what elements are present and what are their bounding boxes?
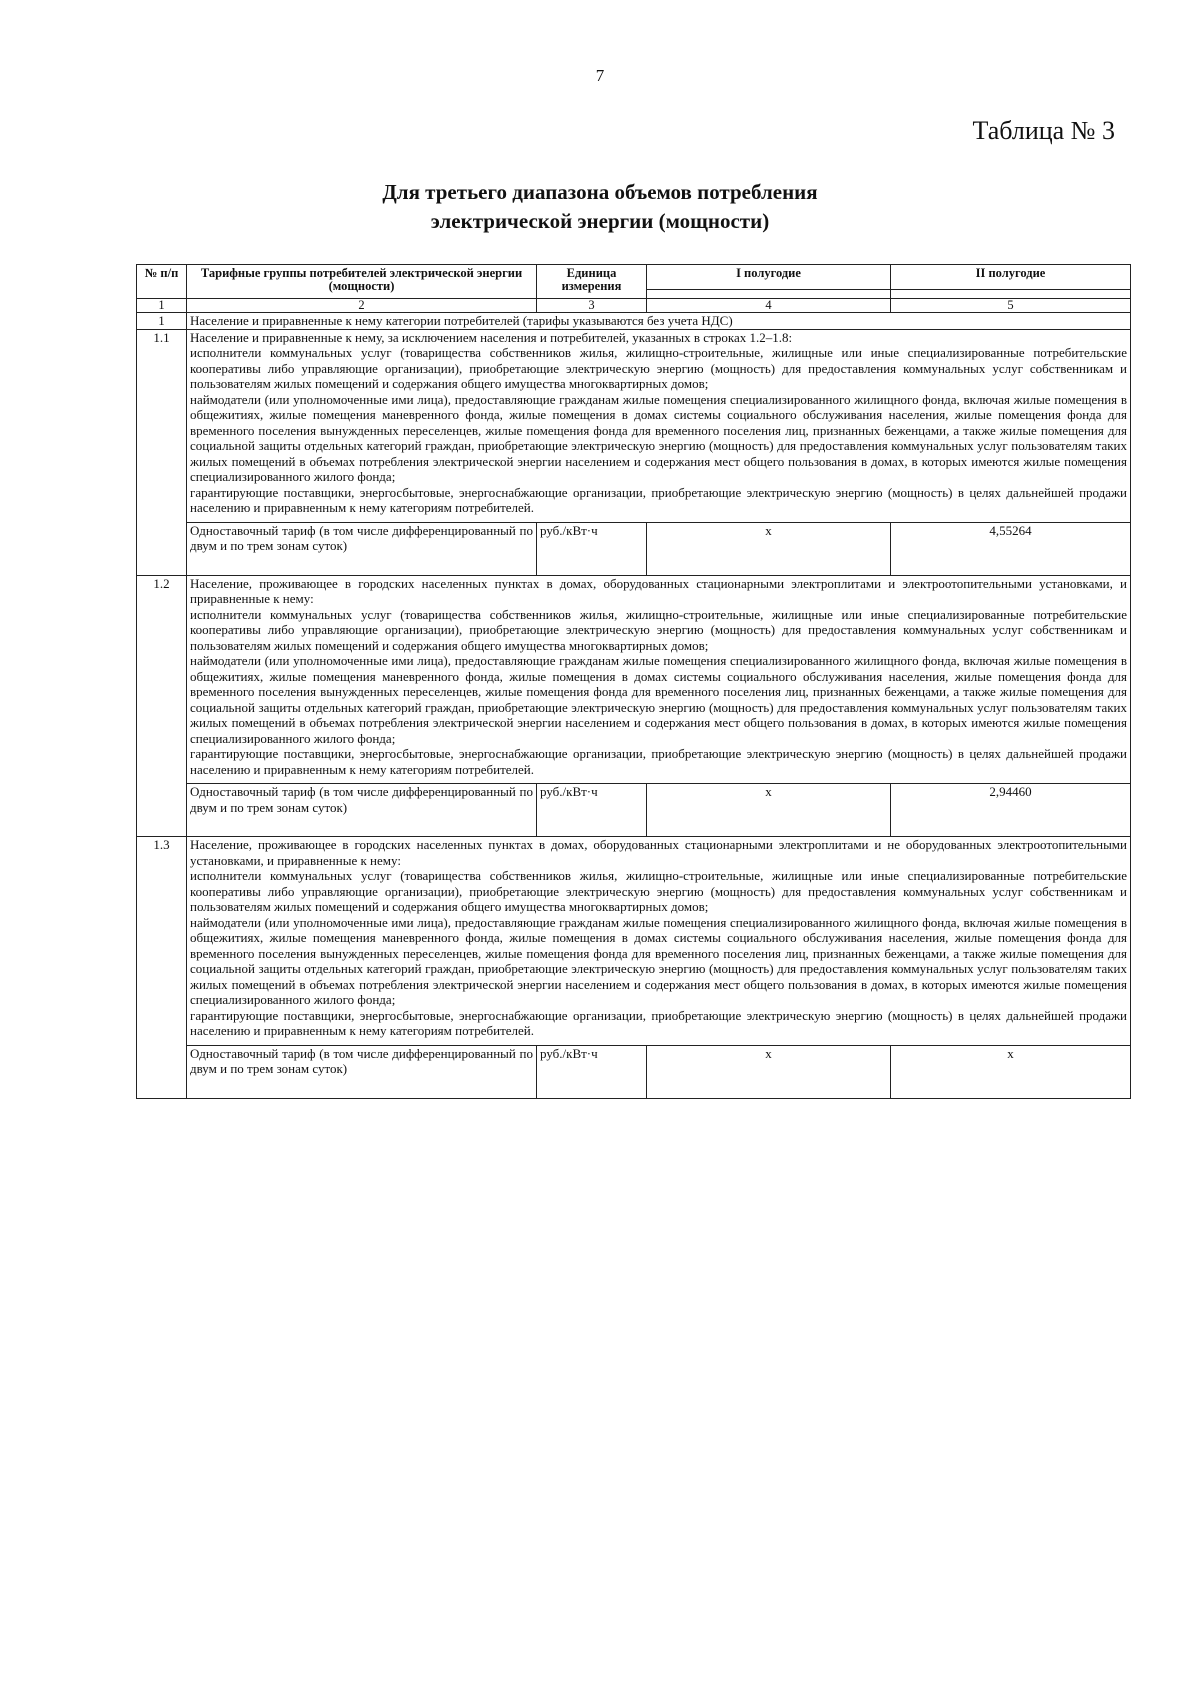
header-half-2: II полугодие (891, 265, 1131, 290)
row-description (187, 575, 1131, 784)
col-index-2: 2 (187, 299, 537, 313)
tariff-half-2-value: x (891, 1045, 1131, 1098)
table-label: Таблица № 3 (972, 116, 1115, 145)
row-paragraph: Население, проживающее в городских населенных пунктах в домах, оборудованных стационарными электроплитами и не оборудованных электроотопительными установками, и приравненные к нему: (190, 837, 1127, 868)
row-paragraph: исполнители коммунальных услуг (товарищества собственников жилья, жилищно-строительные, жилищные или иные специализированные потребительские кооперативы либо управляющие организации), приобретающие электрическую энергию (мощность) для предоставления коммунальных услуг собственникам и пользователям жилых помещений и содержания общего имущества многоквартирных домов; (190, 606, 1127, 653)
tariff-unit: руб./кВт·ч (537, 784, 647, 837)
title-line-1: Для третьего диапазона объемов потребления (382, 180, 818, 204)
tariff-table (136, 264, 1131, 1099)
row-paragraph: гарантирующие поставщики, энергосбытовые, энергоснабжающие организации, приобретающие электрическую энергию (мощность) в целях дальнейшей продажи населению и приравненным к нему категориям потребителей. (190, 1007, 1127, 1038)
tariff-name: Одноставочный тариф (в том числе дифференцированный по двум и по трем зонам суток) (187, 1045, 537, 1098)
header-num: № п/п (137, 265, 187, 299)
column-index-row (137, 299, 1131, 313)
tariff-half-1-value: x (647, 522, 891, 575)
section-num: 1 (137, 313, 187, 330)
header-row (137, 265, 1131, 290)
tariff-half-2-value: 4,55264 (891, 522, 1131, 575)
tariff-half-1-value: x (647, 784, 891, 837)
tariff-row (137, 522, 1131, 575)
row-paragraph: гарантирующие поставщики, энергосбытовые, энергоснабжающие организации, приобретающие электрическую энергию (мощность) в целях дальнейшей продажи населению и приравненным к нему категориям потребителей. (190, 484, 1127, 515)
tariff-unit: руб./кВт·ч (537, 522, 647, 575)
row-description (187, 837, 1131, 1046)
row-paragraph: исполнители коммунальных услуг (товарищества собственников жилья, жилищно-строительные, жилищные или иные специализированные потребительские кооперативы либо управляющие организации), приобретающие электрическую энергию (мощность) для предоставления коммунальных услуг собственникам и пользователям жилых помещений и содержания общего имущества многоквартирных домов; (190, 345, 1127, 391)
tariff-row (137, 784, 1131, 837)
row-description (187, 329, 1131, 522)
col-index-5: 5 (891, 299, 1131, 313)
section-row (137, 313, 1131, 330)
tariff-row (137, 1045, 1131, 1098)
table-row (137, 329, 1131, 522)
row-num: 1.3 (137, 837, 187, 1099)
row-paragraph: наймодатели (или уполномоченные ими лица), предоставляющие гражданам жилые помещения специализированного жилищного фонда, включая жилые помещения в общежитиях, жилые помещения маневренного фонда, жилые помещения в домах системы социального обслуживания населения, жилые помещения фонда для временного поселения вынужденных переселенцев, жилые помещения фонда для временного поселения лиц, признанных беженцами, а также жилые помещения для социальной защиты отдельных категорий граждан, приобретающие электрическую энергию (мощность) для предоставления коммунальных услуг пользователям таких жилых помещений в объемах потребления электрической энергии населением и содержания мест общего пользования в домах, в которых имеются жилые помещения специализированного жилого фонда; (190, 653, 1127, 746)
page-number: 7 (595, 66, 605, 85)
tariff-name: Одноставочный тариф (в том числе дифференцированный по двум и по трем зонам суток) (187, 784, 537, 837)
row-num: 1.1 (137, 329, 187, 575)
row-paragraph: Население и приравненные к нему, за исключением населения и потребителей, указанных в строках 1.2–1.8: (190, 329, 793, 345)
row-paragraph: исполнители коммунальных услуг (товарищества собственников жилья, жилищно-строительные, жилищные или иные специализированные потребительские кооперативы либо управляющие организации), приобретающие электрическую энергию (мощность) для предоставления коммунальных услуг собственникам и пользователям жилых помещений и содержания общего имущества многоквартирных домов; (190, 868, 1127, 914)
document-title (0, 178, 1200, 236)
row-paragraph: наймодатели (или уполномоченные ими лица), предоставляющие гражданам жилые помещения специализированного жилищного фонда, включая жилые помещения в общежитиях, жилые помещения маневренного фонда, жилые помещения в домах системы социального обслуживания населения, жилые помещения фонда для временного поселения вынужденных переселенцев, жилые помещения фонда для временного поселения лиц, признанных беженцами, а также жилые помещения для социальной защиты отдельных категорий граждан, приобретающие электрическую энергию (мощность) для предоставления коммунальных услуг пользователям таких жилых помещений в объемах потребления электрической энергии населением и содержания мест общего пользования в домах, в которых имеются жилые помещения специализированного жилого фонда; (190, 914, 1127, 1007)
tariff-name: Одноставочный тариф (в том числе дифференцированный по двум и по трем зонам суток) (187, 522, 537, 575)
col-index-3: 3 (537, 299, 647, 313)
header-unit: Единица измерения (537, 265, 647, 299)
row-paragraph: наймодатели (или уполномоченные ими лица), предоставляющие гражданам жилые помещения специализированного жилищного фонда, включая жилые помещения в общежитиях, жилые помещения маневренного фонда, жилые помещения в домах системы социального обслуживания населения, жилые помещения фонда для временного поселения вынужденных переселенцев, жилые помещения фонда для временного поселения лиц, признанных беженцами, а также жилые помещения для социальной защиты отдельных категорий граждан, приобретающие электрическую энергию (мощность) для предоставления коммунальных услуг пользователям таких жилых помещений в объемах потребления электрической энергии населением и содержания мест общего пользования в домах, в которых имеются жилые помещения специализированного жилого фонда; (190, 391, 1127, 484)
tariff-unit: руб./кВт·ч (537, 1045, 647, 1098)
title-line-2: электрической энергии (мощности) (430, 209, 770, 233)
col-index-4: 4 (647, 299, 891, 313)
table-row (137, 575, 1131, 784)
table-row (137, 837, 1131, 1046)
tariff-half-2-value: 2,94460 (891, 784, 1131, 837)
row-num: 1.2 (137, 575, 187, 837)
header-half-1: I полугодие (647, 265, 891, 290)
section-text: Население и приравненные к нему категории потребителей (тарифы указываются без учета НДС) (187, 313, 1131, 330)
header-group: Тарифные группы потребителей электрической энергии (мощности) (187, 265, 537, 299)
row-paragraph: Население, проживающее в городских населенных пунктах в домах, оборудованных стационарными электроплитами и электроотопительными установками, и приравненные к нему: (190, 575, 1127, 606)
row-paragraph: гарантирующие поставщики, энергосбытовые, энергоснабжающие организации, приобретающие электрическую энергию (мощность) в целях дальнейшей продажи населению и приравненным к нему категориям потребителей. (190, 746, 1127, 777)
col-index-1: 1 (137, 299, 187, 313)
tariff-half-1-value: x (647, 1045, 891, 1098)
